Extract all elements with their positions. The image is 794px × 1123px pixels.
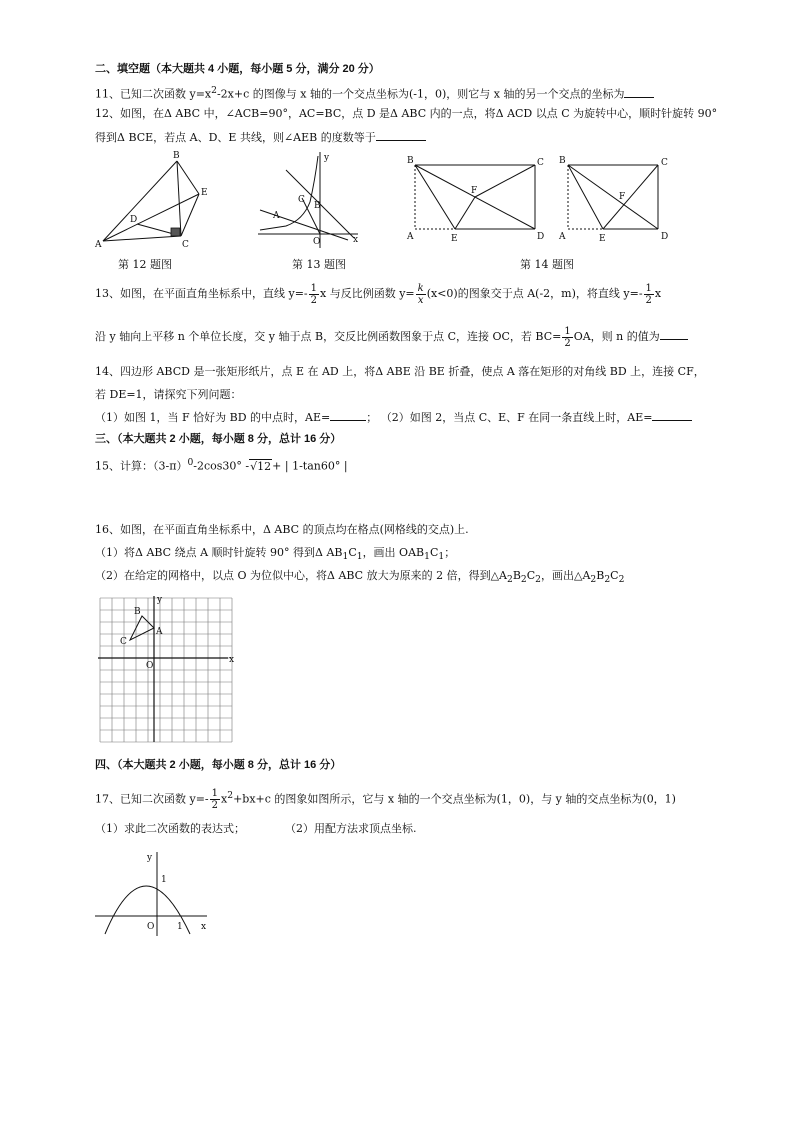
fig13-label-c: C xyxy=(298,195,305,205)
q16-l3-f: C xyxy=(610,569,619,582)
fig12-label-d: D xyxy=(130,215,138,225)
q15-text-c: + | 1-tan60° | xyxy=(272,459,348,473)
fig13-label-y: y xyxy=(324,153,330,163)
fig12-line-ce xyxy=(181,194,199,236)
question-16-line3 xyxy=(95,569,624,587)
q17-text-a: 17、已知二次函数 y=- xyxy=(95,792,209,806)
fig17-label-x: x xyxy=(201,922,207,932)
q11-answer-blank xyxy=(624,87,654,98)
q14-answer-blank-2 xyxy=(652,410,692,421)
fig17-label-one-x: 1 xyxy=(177,922,183,932)
question-13-line2 xyxy=(95,325,688,349)
question-16-line1: 16、如图，在平面直角坐标系中，Δ ABC 的顶点均在格点(网格线的交点)上. xyxy=(95,523,469,536)
q16-l2-e: ； xyxy=(444,546,456,559)
q16-l3-c: C xyxy=(526,569,536,582)
fig14b-label-b: B xyxy=(559,156,566,166)
question-14-line3 xyxy=(95,410,692,425)
fig14a-line-fc xyxy=(475,165,535,197)
fig16-label-a: A xyxy=(156,627,163,637)
q14-text-a: （1）如图 1，当 F 恰好为 BD 的中点时，AE= xyxy=(95,411,331,424)
q13-f3-den: 2 xyxy=(645,294,652,306)
q16-l3-sub2: 2 xyxy=(520,574,527,586)
q13-f3-num: 1 xyxy=(645,282,652,294)
q16-l3-sub4: 2 xyxy=(590,574,597,586)
q11-text-a: 11、已知二次函数 y=x xyxy=(95,87,212,101)
fig14a-label-d: D xyxy=(537,232,545,242)
q14-answer-blank-1 xyxy=(330,410,366,421)
fig16-label-x: x xyxy=(229,655,235,665)
q15-sup: 0 xyxy=(187,457,194,468)
q16-l2-a: （1）将Δ ABC 绕点 A 顺时针旋转 90° 得到Δ AB xyxy=(95,546,343,559)
q13-text-b: x 与反比例函数 y= xyxy=(320,287,415,300)
q13-fraction-3 xyxy=(644,283,654,306)
q11-sup: 2 xyxy=(211,85,217,96)
question-12-line1: 12、如图，在Δ ABC 中，∠ACB=90°，AC=BC，点 D 是Δ ABC 内的一点，将Δ ACD 以点 C 为旋转中心，顺时针旋转 90° xyxy=(95,107,718,120)
fig14b-label-e: E xyxy=(599,234,606,244)
fig13-label-x: x xyxy=(353,235,359,245)
q16-l3-d: ，画出△A xyxy=(541,569,591,582)
fig12-line-ac xyxy=(103,236,181,241)
q13-text-c: (x<0)的图象交于点 A(-2，m)，将直线 y=- xyxy=(426,287,643,300)
q16-l3-sub6: 2 xyxy=(618,574,625,586)
fig14a-label-b: B xyxy=(407,156,414,166)
q13-text-a: 13、如图，在平面直角坐标系中，直线 y=- xyxy=(95,287,308,300)
fig14a-label-e: E xyxy=(451,234,458,244)
q13-text-f: OA，则 n 的值为 xyxy=(573,330,660,343)
q16-l2-sub1: 1 xyxy=(342,551,349,563)
q13-fraction-2 xyxy=(416,283,426,306)
figure-17 xyxy=(95,848,215,938)
fig14b-label-a: A xyxy=(559,232,566,242)
q17-fraction xyxy=(210,788,220,811)
fig14b-line-ec xyxy=(603,165,658,229)
q12-answer-blank xyxy=(376,130,426,141)
section4-header: 四、（本大题共 2 小题，每小题 8 分，总计 16 分） xyxy=(95,759,342,771)
figure-14 xyxy=(405,155,675,245)
q13-text-e: 沿 y 轴向上平移 n 个单位长度，交 y 轴于点 B，交反比例函数图象于点 C，连接 OC，若 BC= xyxy=(95,330,562,343)
question-12-line2 xyxy=(95,130,426,145)
caption-figure-13: 第 13 题图 xyxy=(292,258,346,271)
question-14-line2: 若 DE=1，请探究下列问题： xyxy=(95,388,242,401)
q13-f2-den: x xyxy=(417,294,424,306)
fig14a-label-f: F xyxy=(471,186,478,196)
q17-sub1: （1）求此二次函数的表达式； xyxy=(95,822,245,835)
q15-text-b: -2cos30° - xyxy=(193,459,250,473)
q17-f-num: 1 xyxy=(211,788,219,800)
section3-header: 三、（本大题共 2 小题，每小题 8 分，总计 16 分） xyxy=(95,433,342,445)
fig16-label-y: y xyxy=(157,595,163,605)
fig14b-label-d: D xyxy=(661,232,669,242)
q13-f1-den: 2 xyxy=(310,294,318,306)
q16-l2-d: C xyxy=(429,546,439,559)
fig12-line-ab xyxy=(103,161,177,241)
fig12-line-ade xyxy=(103,194,199,241)
question-15 xyxy=(95,456,348,474)
caption-figure-14: 第 14 题图 xyxy=(520,258,574,271)
q11-text-b: -2x+c 的图像与 x 轴的一个交点坐标为(-1，0)，则它与 x 轴的另一个交点的坐标为 xyxy=(216,87,625,101)
q13-fraction-4 xyxy=(562,326,572,349)
fig14b-label-f: F xyxy=(619,192,626,202)
q16-l3-sub1: 2 xyxy=(507,574,513,586)
q13-answer-blank xyxy=(660,329,688,340)
fig14a-line-ef xyxy=(455,197,475,229)
fig16-label-c: C xyxy=(120,637,127,647)
figure-13 xyxy=(258,150,362,250)
q16-l3-sub3: 2 xyxy=(535,574,541,586)
fig12-right-angle xyxy=(171,228,180,236)
fig16-label-b: B xyxy=(134,607,141,617)
section2-header: 二、填空题（本大题共 4 小题，每小题 5 分，满分 20 分） xyxy=(95,63,380,75)
figure-12 xyxy=(95,150,225,250)
fig13-label-o: O xyxy=(313,237,321,247)
fig17-label-o: O xyxy=(147,922,155,932)
question-17-line1 xyxy=(95,784,676,812)
q17-text-c: +bx+c 的图象如图所示，它与 x 轴的一个交点坐标为(1，0)，与 y 轴的交点坐标为(0，1) xyxy=(233,792,676,806)
q13-fraction-1 xyxy=(309,283,319,306)
q15-sqrt: √12 xyxy=(250,459,272,473)
q16-l3-sub5: 2 xyxy=(604,574,611,586)
caption-figure-12: 第 12 题图 xyxy=(118,258,172,271)
q16-l3-a: （2）在给定的网格中，以点 O 为位似中心，将Δ ABC 放大为原来的 2 倍，得到△A xyxy=(95,569,507,582)
q16-l2-c: ，画出 OAB xyxy=(362,546,425,559)
fig12-line-bc xyxy=(177,161,181,236)
question-14-line1: 14、四边形 ABCD 是一张矩形纸片，点 E 在 AD 上，将Δ ABE 沿 BE 折叠，使点 A 落在矩形的对角线 BD 上，连接 CF， xyxy=(95,365,705,378)
q16-l2-sub3: 1 xyxy=(424,551,430,563)
fig12-line-be xyxy=(177,161,199,194)
question-17-subparts xyxy=(95,822,417,836)
q17-sub2: （2）用配方法求顶点坐标. xyxy=(285,822,417,835)
q13-f4-den: 2 xyxy=(564,337,571,349)
q17-f-den: 2 xyxy=(211,800,219,812)
fig12-label-c: C xyxy=(182,240,189,250)
question-16-line2 xyxy=(95,546,455,564)
q13-f1-num: 1 xyxy=(310,282,318,294)
fig13-label-a: A xyxy=(273,211,280,221)
q17-text-b: x xyxy=(221,792,228,806)
fig14b-diag-bd xyxy=(568,165,658,229)
fig16-label-o: O xyxy=(146,661,154,671)
q17-sup: 2 xyxy=(227,790,234,801)
q16-l2-sub2: 1 xyxy=(356,551,363,563)
q13-f2-num: k xyxy=(417,282,424,294)
fig12-label-e: E xyxy=(201,188,208,198)
q16-l3-e: B xyxy=(596,569,605,582)
fig14b-line-be xyxy=(568,165,603,229)
fig13-label-b: B xyxy=(314,201,321,211)
q13-f4-num: 1 xyxy=(564,325,571,337)
q13-text-d: x xyxy=(654,287,662,300)
fig12-label-a: A xyxy=(95,240,102,250)
q15-text-a: 15、计算：（3-π） xyxy=(95,459,188,473)
fig17-label-y: y xyxy=(147,853,153,863)
fig14a-line-be xyxy=(415,165,455,229)
question-13-line1 xyxy=(95,282,661,306)
q14-text-b: ； （2）如图 2，当点 C、E、F 在同一条直线上时，AE= xyxy=(366,411,653,424)
fig14a-label-c: C xyxy=(537,158,544,168)
figure-16-grid xyxy=(98,596,238,746)
q16-l3-b: B xyxy=(512,569,521,582)
q16-l2-b: C xyxy=(348,546,357,559)
fig14b-label-c: C xyxy=(661,158,668,168)
fig14a-label-a: A xyxy=(407,232,414,242)
question-11 xyxy=(95,84,654,102)
q12-text: 得到Δ BCE，若点 A、D、E 共线，则∠AEB 的度数等于 xyxy=(95,131,376,144)
fig16-triangle-abc xyxy=(130,616,154,640)
fig12-label-b: B xyxy=(173,151,180,161)
q16-l2-sub4: 1 xyxy=(438,551,445,563)
fig17-label-one-y: 1 xyxy=(161,875,167,885)
